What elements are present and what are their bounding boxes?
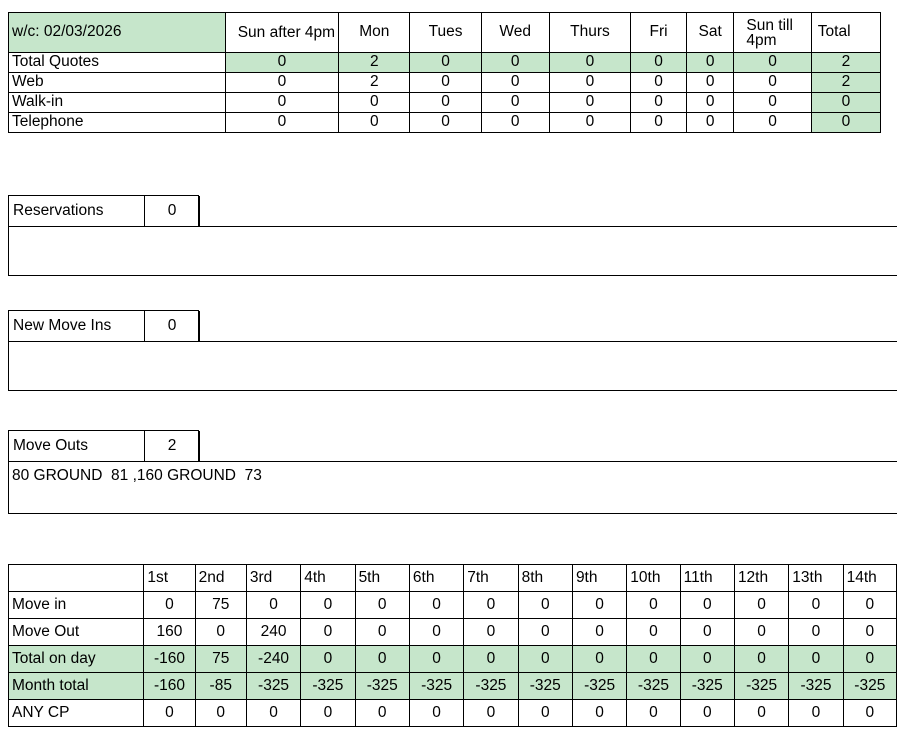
total-cell: 2	[811, 53, 880, 73]
header-fri: Fri	[631, 13, 687, 53]
day-header: 7th	[464, 565, 518, 592]
table-row	[9, 619, 897, 646]
cell: 0	[144, 700, 195, 727]
weekly-quotes-table	[8, 12, 881, 133]
header-sat: Sat	[686, 13, 733, 53]
cell: 0	[144, 592, 195, 619]
cell: 0	[680, 619, 734, 646]
reservations-section	[8, 195, 897, 276]
cell: 0	[246, 700, 300, 727]
cell: 0	[464, 700, 518, 727]
reservations-notes	[8, 226, 897, 276]
cell: 0	[734, 619, 788, 646]
move-outs-header	[8, 430, 199, 461]
cell: -325	[518, 673, 572, 700]
day-header: 10th	[627, 565, 680, 592]
cell: -325	[301, 673, 355, 700]
cell: 0	[627, 619, 680, 646]
day-header: 4th	[301, 565, 355, 592]
row-label: Total Quotes	[9, 53, 226, 73]
cell: -240	[246, 646, 300, 673]
cell: 0	[355, 619, 409, 646]
cell: 0	[355, 592, 409, 619]
row-label: Walk-in	[9, 93, 226, 113]
cell: 0	[355, 646, 409, 673]
cell: 0	[680, 592, 734, 619]
cell: 0	[339, 113, 410, 133]
cell: 0	[734, 592, 788, 619]
table-row	[9, 93, 881, 113]
cell: 0	[410, 113, 481, 133]
week-commencing-label: w/c: 02/03/2026	[9, 13, 226, 53]
total-cell: 2	[811, 73, 880, 93]
day-header: 13th	[789, 565, 843, 592]
cell: 0	[789, 619, 843, 646]
cell: 0	[481, 113, 549, 133]
new-move-ins-label: New Move Ins	[9, 311, 145, 341]
cell: 0	[572, 619, 626, 646]
day-header: 8th	[518, 565, 572, 592]
cell: -325	[627, 673, 680, 700]
cell: -325	[355, 673, 409, 700]
cell: 0	[843, 700, 896, 727]
cell: 0	[518, 700, 572, 727]
row-label: Move Out	[9, 619, 144, 646]
day-header: 9th	[572, 565, 626, 592]
cell: 0	[518, 619, 572, 646]
cell: 0	[246, 592, 300, 619]
table-row	[9, 592, 897, 619]
reservations-label: Reservations	[9, 196, 145, 226]
cell: 0	[355, 700, 409, 727]
table-row	[9, 673, 897, 700]
table-row	[9, 113, 881, 133]
header-sun-after: Sun after 4pm	[225, 13, 339, 53]
cell: 0	[734, 93, 811, 113]
cell: 0	[627, 646, 680, 673]
reservations-header	[8, 195, 199, 226]
cell: 0	[225, 113, 339, 133]
cell: 0	[843, 646, 896, 673]
cell: -325	[734, 673, 788, 700]
cell: 0	[518, 592, 572, 619]
move-outs-section	[8, 430, 897, 514]
cell: 0	[631, 93, 687, 113]
row-label: Telephone	[9, 113, 226, 133]
move-outs-label: Move Outs	[9, 431, 145, 461]
cell: 0	[686, 53, 733, 73]
cell: 0	[549, 73, 631, 93]
cell: 0	[481, 53, 549, 73]
reservations-count: 0	[145, 196, 200, 226]
cell: 0	[627, 700, 680, 727]
day-header: 1st	[144, 565, 195, 592]
cell: 0	[225, 53, 339, 73]
cell: 2	[339, 73, 410, 93]
cell: 0	[549, 93, 631, 113]
table-row	[9, 73, 881, 93]
cell: 0	[789, 592, 843, 619]
cell: 0	[549, 53, 631, 73]
total-cell: 0	[811, 93, 880, 113]
cell: 0	[686, 73, 733, 93]
cell: 0	[410, 93, 481, 113]
day-header: 14th	[843, 565, 896, 592]
cell: 0	[481, 93, 549, 113]
cell: -325	[789, 673, 843, 700]
table-row	[9, 53, 881, 73]
new-move-ins-notes	[8, 341, 897, 391]
cell: 0	[631, 73, 687, 93]
new-move-ins-count: 0	[145, 311, 200, 341]
cell: 0	[301, 646, 355, 673]
row-label: Total on day	[9, 646, 144, 673]
row-label: Move in	[9, 592, 144, 619]
corner-cell	[9, 565, 144, 592]
monthly-header-row	[9, 565, 897, 592]
cell: -325	[246, 673, 300, 700]
header-sun-till: Sun till 4pm	[734, 13, 811, 53]
header-total: Total	[811, 13, 880, 53]
cell: 0	[680, 646, 734, 673]
cell: 0	[464, 646, 518, 673]
cell: 0	[734, 700, 788, 727]
cell: 0	[572, 646, 626, 673]
cell: 75	[195, 592, 246, 619]
cell: 0	[680, 700, 734, 727]
move-outs-count: 2	[145, 431, 200, 461]
cell: -325	[409, 673, 463, 700]
cell: 0	[843, 619, 896, 646]
row-label: Web	[9, 73, 226, 93]
header-mon: Mon	[339, 13, 410, 53]
day-header: 3rd	[246, 565, 300, 592]
day-header: 6th	[409, 565, 463, 592]
day-header: 5th	[355, 565, 409, 592]
move-outs-notes: 80 GROUND 81 ,160 GROUND 73	[8, 461, 897, 514]
cell: 0	[409, 619, 463, 646]
cell: 0	[195, 619, 246, 646]
cell: 0	[631, 113, 687, 133]
day-header: 2nd	[195, 565, 246, 592]
cell: 0	[339, 93, 410, 113]
weekly-header-row	[9, 13, 881, 53]
cell: 0	[225, 73, 339, 93]
cell: -325	[464, 673, 518, 700]
cell: 0	[734, 73, 811, 93]
cell: 0	[481, 73, 549, 93]
cell: 0	[409, 700, 463, 727]
cell: -85	[195, 673, 246, 700]
cell: 0	[464, 619, 518, 646]
total-cell: 0	[811, 113, 880, 133]
cell: -160	[144, 673, 195, 700]
cell: 0	[843, 592, 896, 619]
cell: 0	[627, 592, 680, 619]
cell: 0	[686, 93, 733, 113]
header-tues: Tues	[410, 13, 481, 53]
cell: 0	[734, 646, 788, 673]
cell: 0	[734, 113, 811, 133]
cell: 0	[734, 53, 811, 73]
table-row	[9, 646, 897, 673]
new-move-ins-section	[8, 310, 897, 391]
cell: 0	[572, 700, 626, 727]
cell: 160	[144, 619, 195, 646]
cell: 0	[464, 592, 518, 619]
cell: 0	[789, 646, 843, 673]
cell: 0	[409, 646, 463, 673]
new-move-ins-header	[8, 310, 199, 341]
cell: 0	[225, 93, 339, 113]
cell: 0	[410, 53, 481, 73]
cell: 0	[549, 113, 631, 133]
cell: -160	[144, 646, 195, 673]
table-row	[9, 700, 897, 727]
cell: 0	[301, 700, 355, 727]
cell: 0	[518, 646, 572, 673]
day-header: 12th	[734, 565, 788, 592]
row-label: Month total	[9, 673, 144, 700]
cell: 240	[246, 619, 300, 646]
cell: 0	[409, 592, 463, 619]
cell: 0	[686, 113, 733, 133]
cell: 0	[195, 700, 246, 727]
cell: 0	[572, 592, 626, 619]
cell: -325	[572, 673, 626, 700]
header-thurs: Thurs	[549, 13, 631, 53]
cell: 0	[789, 700, 843, 727]
monthly-movement-table	[8, 564, 897, 727]
cell: 0	[301, 619, 355, 646]
cell: 0	[301, 592, 355, 619]
cell: 0	[410, 73, 481, 93]
cell: 75	[195, 646, 246, 673]
cell: -325	[680, 673, 734, 700]
cell: 2	[339, 53, 410, 73]
row-label: ANY CP	[9, 700, 144, 727]
header-wed: Wed	[481, 13, 549, 53]
day-header: 11th	[680, 565, 734, 592]
cell: 0	[631, 53, 687, 73]
cell: -325	[843, 673, 896, 700]
